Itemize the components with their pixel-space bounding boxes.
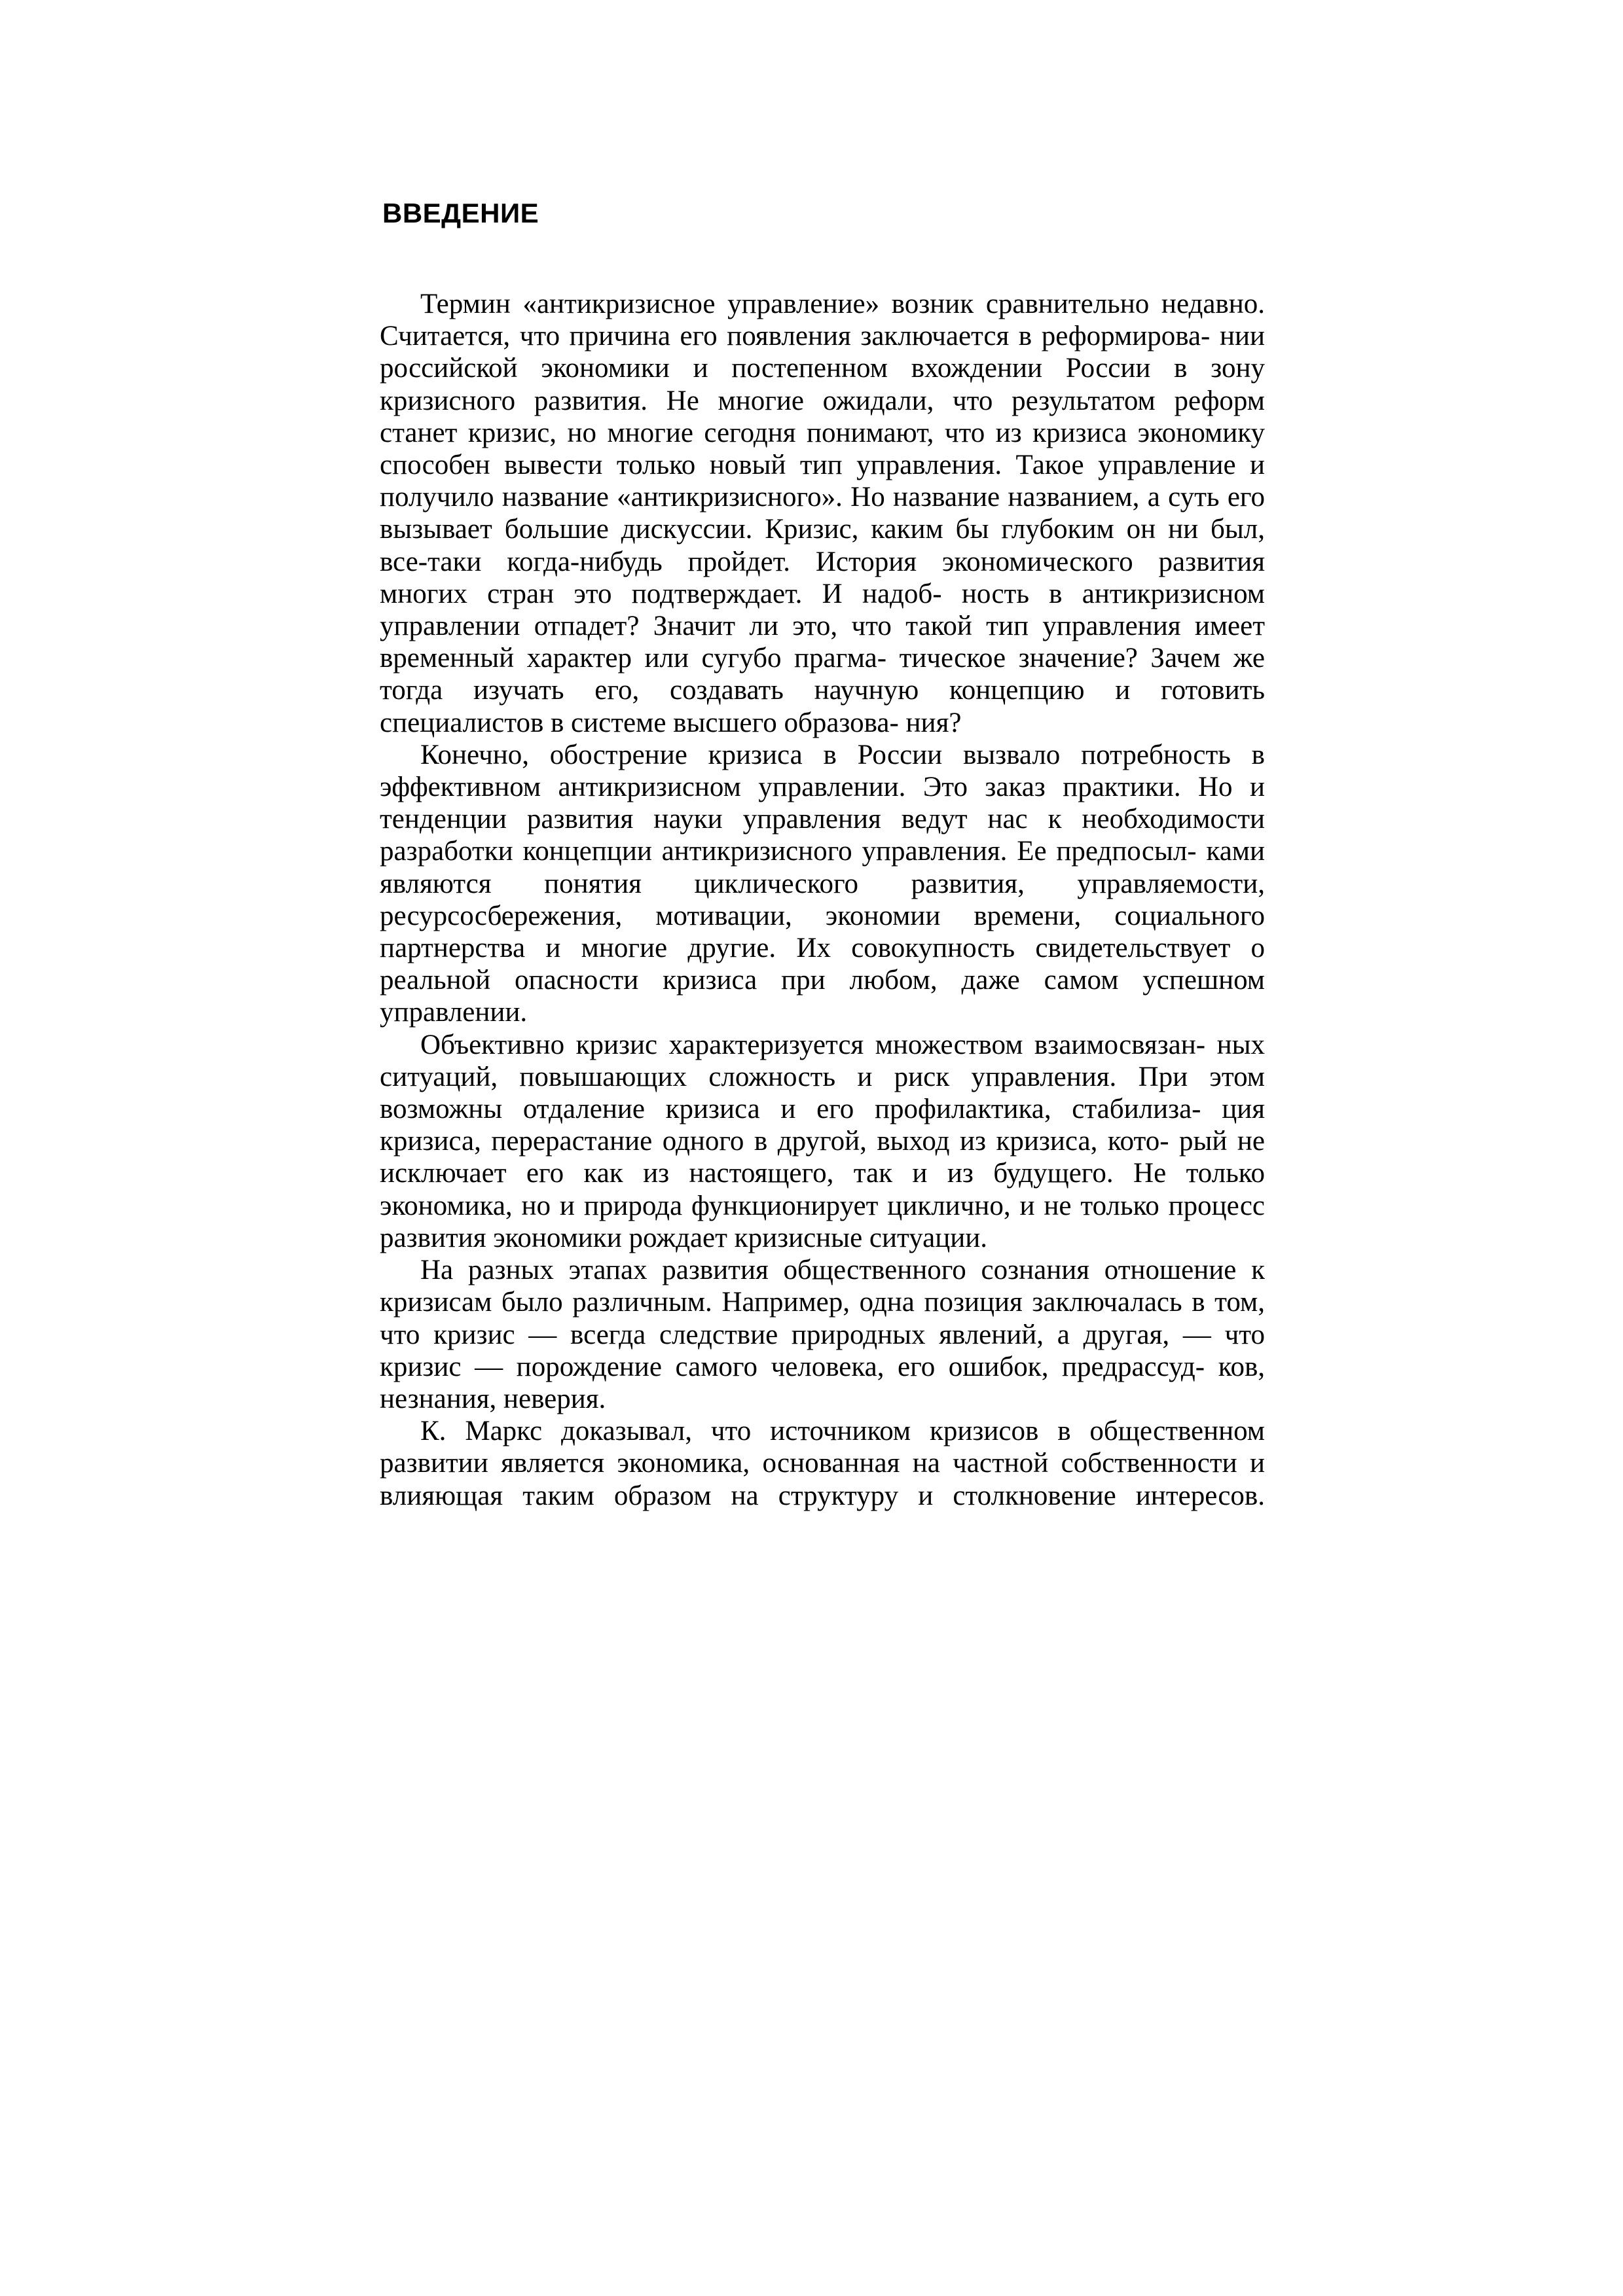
line: нии российской экономики и постепенном вхождении России в xyxy=(380,321,1265,384)
line: рый не исключает его как из настоящего, так и из будущего. Не xyxy=(380,1126,1266,1189)
line: Конечно, обострение кризиса в России вызвало потребность в xyxy=(420,739,1265,770)
line: партнерства и многие другие. Их совокупность свидетельствует о xyxy=(380,933,1265,964)
line: этом возможны отдаление кризиса и его профилактика, стабилиза- xyxy=(380,1061,1265,1125)
line: к кризисам было различным. Например, одна позиция заключалась xyxy=(380,1255,1265,1318)
line: Считается, что причина его появления заключается в реформирова- xyxy=(380,321,1211,352)
line: такой тип управления имеет временный характер или сугубо прагма- xyxy=(380,611,1266,674)
line: реформ станет кризис, но многие сегодня понимают, что из кризиса xyxy=(380,385,1265,448)
paragraph-4 xyxy=(380,1254,1265,1415)
line: зону кризисного развития. Не многие ожидали, что результатом xyxy=(380,353,1266,416)
line: тенденции развития науки управления ведут нас к необходимости xyxy=(380,804,1265,835)
line: На разных этапах развития общественного сознания отношение xyxy=(420,1255,1237,1286)
line: и влияющая таким образом на структуру и столкновение интересов. xyxy=(380,1448,1266,1511)
line: Объективно кризис характеризуется множеством взаимосвязан- xyxy=(420,1029,1206,1060)
line: только процесс развития экономики рождает кризисные ситуации. xyxy=(380,1190,1266,1253)
line: К. Маркс доказывал, что источником кризисов в общественном xyxy=(420,1416,1265,1447)
line: ками являются понятия циклического развития, управляемости, xyxy=(380,836,1266,899)
line: разработки концепции антикризисного управления. Ее предпосыл- xyxy=(380,836,1197,867)
line: названием, а суть его вызывает большие дискуссии. Кризис, каким xyxy=(380,482,1265,545)
line: управление и получило название «антикризисного». Но название xyxy=(380,450,1266,513)
line: тическое значение? Зачем же тогда изучать его, создавать научную xyxy=(380,643,1266,706)
line: бы глубоким он ни был, все-таки когда-нибудь пройдет. История xyxy=(380,514,1265,577)
line: управлении. xyxy=(380,997,528,1028)
paragraph-1 xyxy=(380,288,1265,739)
line: ных ситуаций, повышающих сложность и риск управления. При xyxy=(380,1029,1266,1092)
paragraph-2 xyxy=(380,739,1265,1029)
line: ресурсосбережения, мотивации, экономии времени, социального xyxy=(380,900,1265,931)
line: эффективном антикризисном управлении. Это заказ практики. Но и xyxy=(380,772,1265,803)
line: Термин «антикризисное управление» возник сравнительно недавно. xyxy=(420,289,1265,319)
line: развитии является экономика, основанная на частной собственности xyxy=(380,1448,1237,1479)
line: ния? xyxy=(905,707,962,738)
line: концепцию и готовить специалистов в системе высшего образова- xyxy=(380,675,1265,738)
line: экономику способен вывести только новый тип управления. Такое xyxy=(380,417,1266,481)
line: экономического развития многих стран это подтверждает. И надоб- xyxy=(380,546,1265,609)
line: ков, незнания, неверия. xyxy=(380,1351,1266,1414)
paragraph-3 xyxy=(380,1029,1265,1254)
line: реальной опасности кризиса при любом, даже самом успешном xyxy=(380,965,1265,996)
line: только экономика, но и природа функционирует циклично, и не xyxy=(380,1158,1266,1221)
line: что кризис — порождение самого человека, его ошибок, предрассуд- xyxy=(380,1319,1265,1382)
line: ция кризиса, перерастание одного в другой, выход из кризиса, кото- xyxy=(380,1094,1266,1157)
line: в том, что кризис — всегда следствие природных явлений, а другая, — xyxy=(380,1287,1265,1350)
paragraph-5 xyxy=(380,1415,1265,1512)
body-text xyxy=(380,288,1265,1512)
line: ность в антикризисном управлении отпадет? Значит ли это, что xyxy=(380,578,1266,642)
page-title: ВВЕДЕНИЕ xyxy=(382,198,539,228)
